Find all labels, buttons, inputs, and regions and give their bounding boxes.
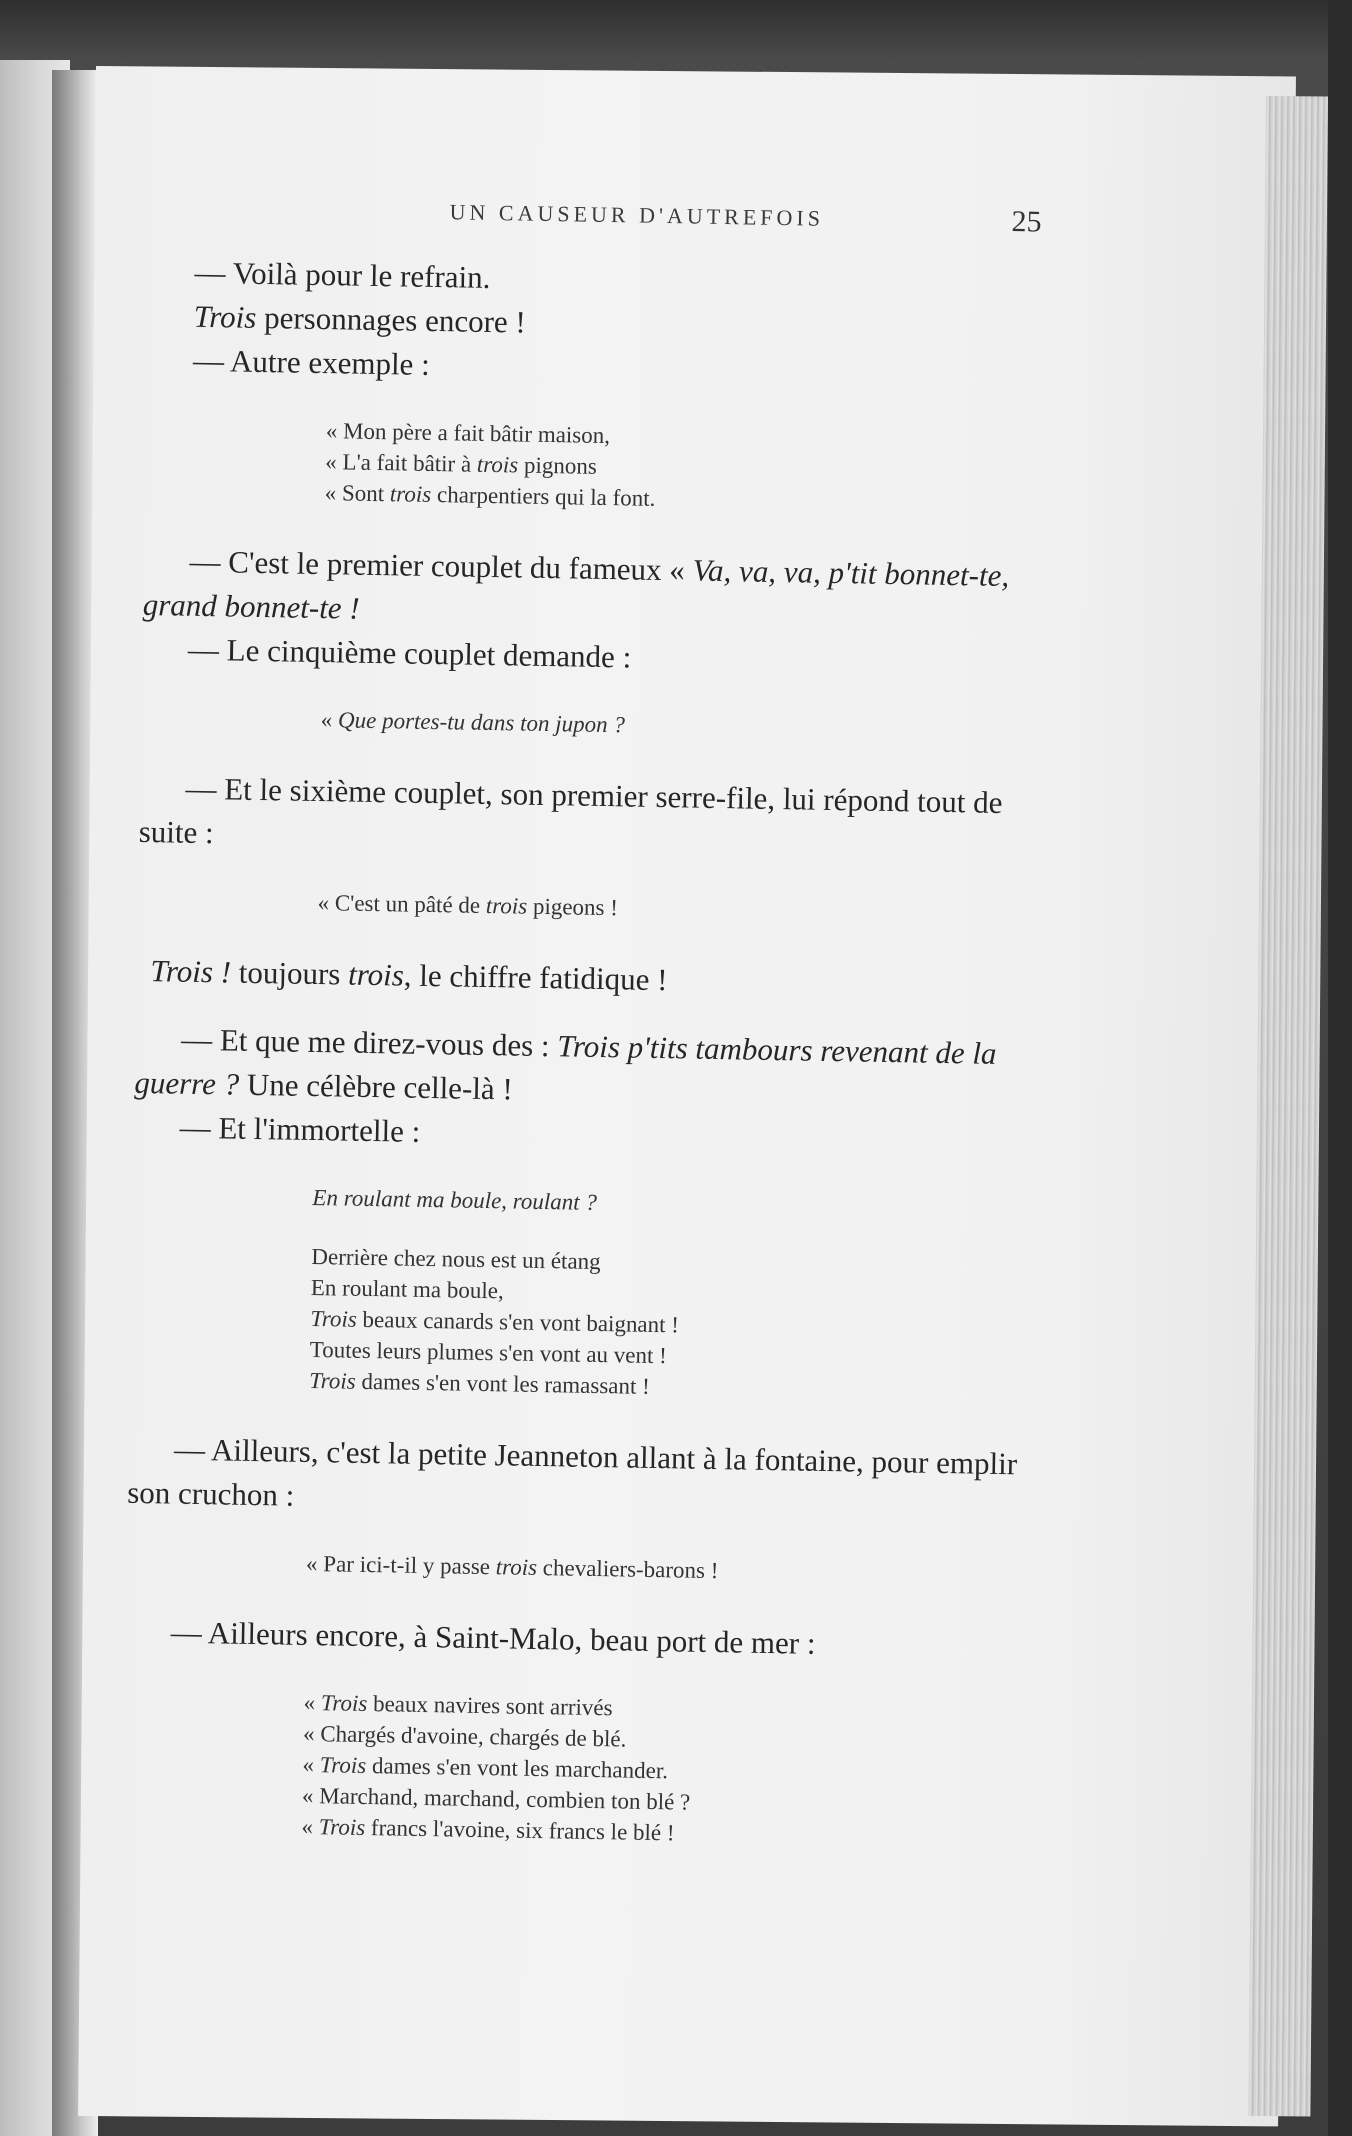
text-run: « — [302, 1751, 321, 1778]
text-run: « — [303, 1689, 322, 1716]
emphasis: Trois — [319, 1752, 367, 1779]
emphasis: Trois — [193, 298, 257, 335]
text-run: « L'a fait bâtir à — [325, 449, 478, 477]
paragraph — [136, 949, 1037, 1009]
text-run: « — [301, 1813, 319, 1840]
verse-line: « Chargés d'avoine, chargés de blé. — [302, 1720, 627, 1752]
verse-line: « Marchand, marchand, combien ton blé ? — [301, 1782, 691, 1815]
running-head: UN CAUSEUR D'AUTREFOIS — [449, 199, 825, 231]
text-run: dames s'en vont les marchander. — [366, 1753, 669, 1784]
verse-line: « Mon père a fait bâtir maison, — [325, 418, 611, 449]
verse-block — [129, 1179, 1033, 1409]
emphasis: trois — [485, 892, 528, 919]
paragraph: — Et le sixième couplet, son premier serre-file, lui répond tout de suite : — [138, 770, 1003, 851]
text-run: francs l'avoine, six francs le blé ! — [364, 1815, 675, 1846]
text-run: chevaliers-barons ! — [536, 1554, 719, 1584]
emphasis: Trois — [309, 1367, 356, 1394]
paragraph: — Voilà pour le refrain. — [194, 254, 491, 295]
text-run: — C'est le premier couplet du fameux « — [189, 543, 693, 588]
text-run: beaux canards s'en vont baignant ! — [356, 1306, 680, 1338]
text-run: pignons — [518, 452, 598, 479]
emphasis: trois — [476, 451, 519, 478]
verse-line — [137, 884, 1037, 931]
page-text — [121, 190, 1050, 1854]
verse-line — [126, 1545, 1026, 1592]
text-run: pigeons ! — [526, 893, 619, 921]
emphasis: Trois — [318, 1814, 366, 1841]
verse-line: Toutes leurs plumes s'en vont au vent ! — [309, 1336, 668, 1369]
paragraph: — Ailleurs encore, à Saint-Malo, beau port de mer : — [170, 1614, 816, 1661]
text-run: « — [320, 707, 339, 733]
text-run: Une célèbre celle-là ! — [238, 1066, 514, 1107]
emphasis: Trois — [320, 1690, 368, 1717]
verse-block — [121, 1684, 1024, 1855]
verse-title: En roulant ma boule, roulant ? — [312, 1184, 598, 1215]
background-edge — [1328, 0, 1352, 2136]
verse-line: Derrière chez nous est un étang — [311, 1243, 601, 1275]
page-number: 25 — [1011, 205, 1042, 239]
emphasis: trois — [389, 481, 432, 507]
text-run: beaux navires sont arrivés — [367, 1691, 613, 1721]
emphasis: Trois ! — [150, 953, 232, 990]
paragraph: — Et l'immortelle : — [179, 1109, 421, 1149]
emphasis: Trois — [310, 1305, 358, 1332]
text-run: « Sont — [324, 480, 391, 507]
text-run: toujours — [230, 954, 349, 992]
emphasis: Va, va, va, p'tit bonnet-te, grand bonnet-te ! — [142, 552, 1010, 626]
text-run: , le chiffre fatidique ! — [403, 957, 668, 998]
emphasis: trois — [347, 956, 405, 993]
paragraph: — Ailleurs, c'est la petite Jeanneton allant à la fontaine, pour emplir son cruchon : — [126, 1431, 1018, 1513]
emphasis: Que portes-tu dans ton jupon ? — [337, 707, 626, 738]
text-run: « C'est un pâté de — [317, 890, 487, 918]
verse-line: En roulant ma boule, — [310, 1274, 504, 1304]
text-run: dames s'en vont les ramassant ! — [355, 1368, 651, 1399]
verse-block — [126, 1545, 1026, 1592]
text-run: personnages encore ! — [256, 299, 527, 340]
text-run: charpentiers qui la font. — [431, 481, 656, 511]
paragraph — [142, 539, 1043, 643]
verse-block — [137, 884, 1037, 931]
text-run: « Par ici-t-il y passe — [305, 1550, 496, 1580]
emphasis: Trois p'tits tambours revenant de la guerre ? — [134, 1028, 997, 1102]
paragraph: — Le cinquième couplet demande : — [187, 631, 632, 675]
verse-line — [141, 701, 1041, 748]
text-run: — Et que me direz-vous des : — [180, 1021, 558, 1064]
verse-block — [145, 412, 1046, 521]
verse-block — [141, 701, 1041, 748]
paragraph: — Autre exemple : — [192, 342, 431, 382]
paragraph — [134, 1017, 1035, 1121]
emphasis: trois — [495, 1554, 538, 1580]
